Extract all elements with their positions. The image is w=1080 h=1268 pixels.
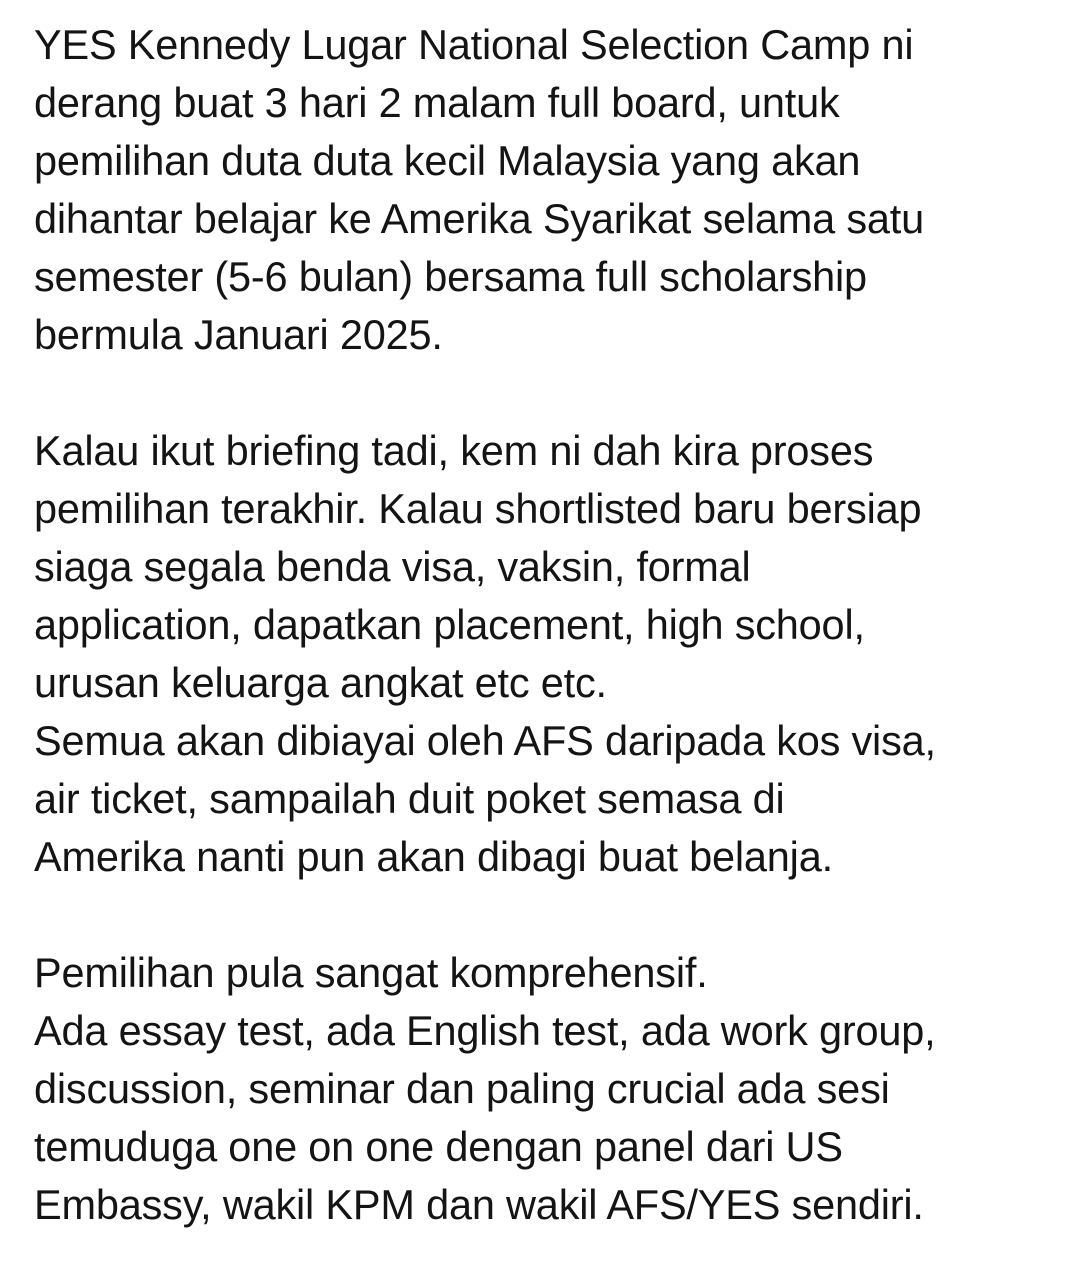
paragraph-3 xyxy=(34,944,1064,1234)
text-line: bermula Januari 2025. xyxy=(34,311,443,358)
text-line: temuduga one on one dengan panel dari US xyxy=(34,1123,843,1170)
text-line: Kalau ikut briefing tadi, kem ni dah kira proses xyxy=(34,427,874,474)
text-line: air ticket, sampailah duit poket semasa di xyxy=(34,775,785,822)
paragraph-2 xyxy=(34,422,1064,886)
text-line: Ada essay test, ada English test, ada work group, xyxy=(34,1007,936,1054)
text-line: Semua akan dibiayai oleh AFS daripada kos visa, xyxy=(34,717,936,764)
text-line: discussion, seminar dan paling crucial ada sesi xyxy=(34,1065,890,1112)
text-line: Embassy, wakil KPM dan wakil AFS/YES sendiri. xyxy=(34,1181,924,1228)
text-line: pemilihan duta duta kecil Malaysia yang akan xyxy=(34,137,861,184)
text-line: dihantar belajar ke Amerika Syarikat selama satu xyxy=(34,195,925,242)
paragraph-1 xyxy=(34,16,1064,364)
text-line: urusan keluarga angkat etc etc. xyxy=(34,659,607,706)
text-line: derang buat 3 hari 2 malam full board, untuk xyxy=(34,79,840,126)
text-line: Pemilihan pula sangat komprehensif. xyxy=(34,949,708,996)
text-line: Amerika nanti pun akan dibagi buat belanja. xyxy=(34,833,833,880)
post-text xyxy=(34,16,1064,1234)
paragraph-spacer xyxy=(34,364,1064,422)
paragraph-spacer xyxy=(34,886,1064,944)
text-line: application, dapatkan placement, high school, xyxy=(34,601,865,648)
text-line: pemilihan terakhir. Kalau shortlisted baru bersiap xyxy=(34,485,922,532)
text-line: siaga segala benda visa, vaksin, formal xyxy=(34,543,751,590)
text-line: semester (5-6 bulan) bersama full scholarship xyxy=(34,253,867,300)
text-line: YES Kennedy Lugar National Selection Camp ni xyxy=(34,21,914,68)
